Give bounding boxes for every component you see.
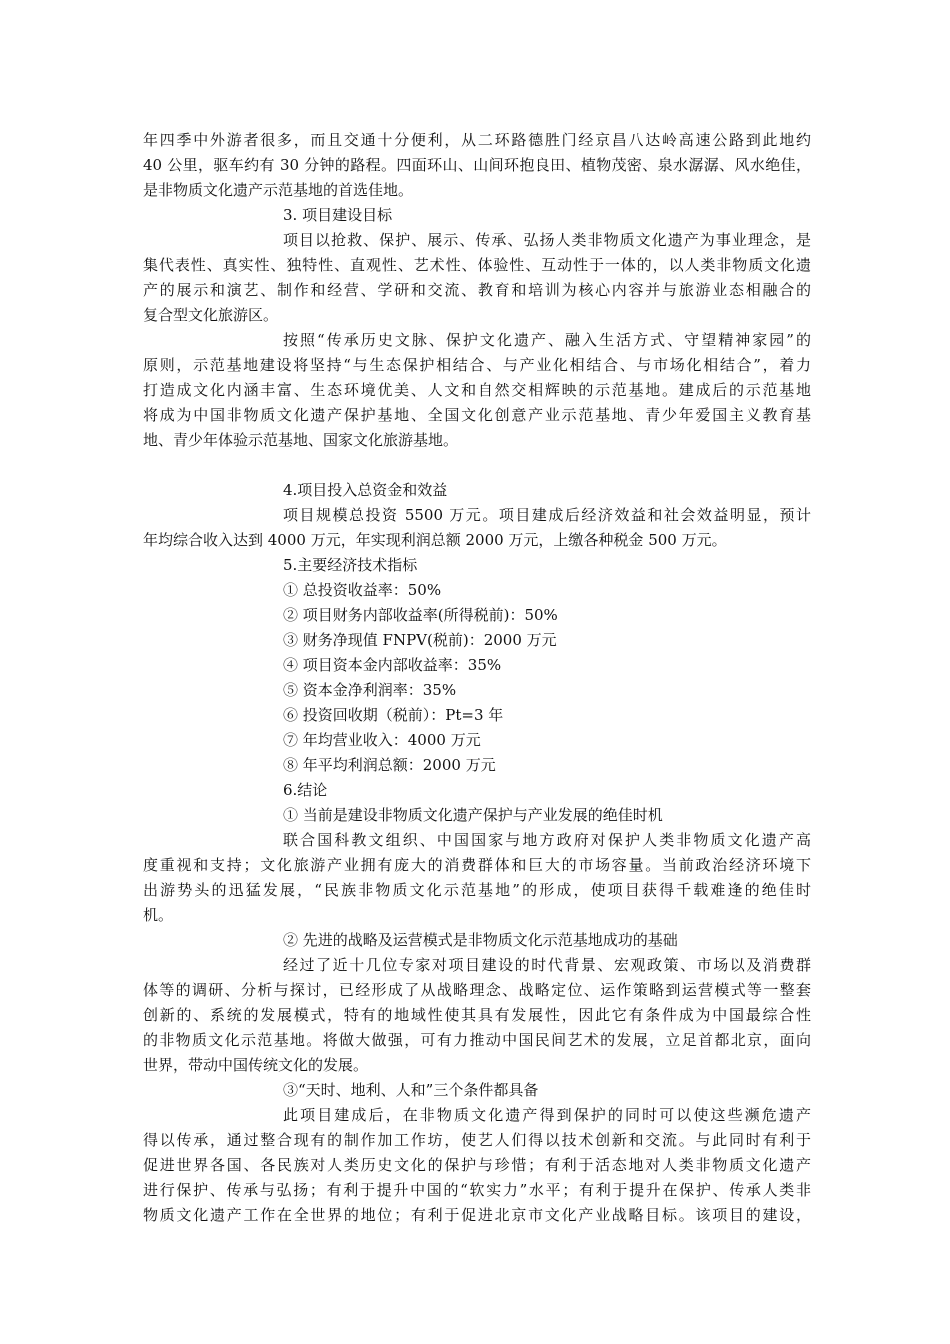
text-line: 5.主要经济技术指标 [283,556,418,574]
text-line: 40 公里，驱车约有 30 分钟的路程。四面环山、山间环抱良田、植物茂密、泉水潺潺、风水绝佳， [143,156,811,174]
text-line: ③“天时、地利、人和”三个条件都具备 [283,1081,539,1099]
text-line: 机。 [143,906,174,924]
blank-line [143,453,811,478]
text-line: 创新的、系统的发展模式，特有的地域性使其具有发展性，因此它有条件成为中国最综合性 [143,1006,811,1024]
text-line: 物质文化遗产工作在全世界的地位；有利于促进北京市文化产业战略目标。该项目的建设， [143,1206,811,1224]
text-line: ③ 财务净现值 FNPV(税前)：2000 万元 [283,631,557,649]
text-line: 将成为中国非物质文化遗产保护基地、全国文化创意产业示范基地、青少年爱国主义教育基 [143,406,811,424]
text-line: ① 当前是建设非物质文化遗产保护与产业发展的绝佳时机 [283,806,663,824]
text-line: 地、青少年体验示范基地、国家文化旅游基地。 [143,431,459,449]
text-line: ⑤ 资本金净利润率：35% [283,681,457,699]
text-line: 项目以抢救、保护、展示、传承、弘扬人类非物质文化遗产为事业理念，是 [283,231,811,249]
text-line: ② 先进的战略及运营模式是非物质文化示范基地成功的基础 [283,931,678,949]
text-line: 得以传承，通过整合现有的制作加工作坊，使艺人们得以技术创新和交流。与此同时有利于 [143,1131,811,1149]
text-line: 体等的调研、分析与探讨，已经形成了从战略理念、战略定位、运作策略到运营模式等一整套 [143,981,811,999]
text-line: ⑥ 投资回收期（税前）：Pt=3 年 [283,706,504,724]
text-line: 复合型文化旅游区。 [143,306,279,324]
text-line: 进行保护、传承与弘扬；有利于提升中国的“软实力”水平；有利于提升在保护、传承人类非 [143,1181,811,1199]
text-line: 打造成文化内涵丰富、生态环境优美、人文和自然交相辉映的示范基地。建成后的示范基地 [143,381,811,399]
text-line: 年均综合收入达到 4000 万元，年实现利润总额 2000 万元，上缴各种税金 500 万元。 [143,531,727,549]
text-line: 4.项目投入总资金和效益 [283,481,448,499]
text-line: 6.结论 [283,781,328,799]
text-line: 集代表性、真实性、独特性、直观性、艺术性、体验性、互动性于一体的，以人类非物质文化遗 [143,256,811,274]
text-line: 出游势头的迅猛发展，“民族非物质文化示范基地”的形成，使项目获得千载难逢的绝佳时 [143,881,811,899]
text-line: 按照“传承历史文脉、保护文化遗产、融入生活方式、守望精神家园”的 [283,331,811,349]
text-line: 联合国科教文组织、中国国家与地方政府对保护人类非物质文化遗产高 [283,831,811,849]
text-line: 原则，示范基地建设将坚持“与生态保护相结合、与产业化相结合、与市场化相结合”，着力 [143,356,811,374]
document-body [143,128,811,1228]
text-line: 世界，带动中国传统文化的发展。 [143,1056,369,1074]
text-line: ⑦ 年均营业收入：4000 万元 [283,731,481,749]
text-line: ⑧ 年平均利润总额：2000 万元 [283,756,496,774]
text-line: ② 项目财务内部收益率(所得税前)：50% [283,606,558,624]
text-line: 项目规模总投资 5500 万元。项目建成后经济效益和社会效益明显，预计 [283,506,811,524]
text-line: 的非物质文化示范基地。将做大做强，可有力推动中国民间艺术的发展，立足首都北京，面向 [143,1031,811,1049]
text-line: 度重视和支持；文化旅游产业拥有庞大的消费群体和巨大的市场容量。当前政治经济环境下 [143,856,811,874]
text-line: ④ 项目资本金内部收益率：35% [283,656,502,674]
text-line: ① 总投资收益率：50% [283,581,442,599]
text-line: 此项目建成后，在非物质文化遗产得到保护的同时可以使这些濒危遗产 [283,1106,811,1124]
text-line: 促进世界各国、各民族对人类历史文化的保护与珍惜；有利于活态地对人类非物质文化遗产 [143,1156,811,1174]
text-line: 是非物质文化遗产示范基地的首选佳地。 [143,181,414,199]
text-line: 3. 项目建设目标 [283,206,393,224]
text-line: 产的展示和演艺、制作和经营、学研和交流、教育和培训为核心内容并与旅游业态相融合的 [143,281,811,299]
text-line: 经过了近十几位专家对项目建设的时代背景、宏观政策、市场以及消费群 [283,956,811,974]
text-line: 年四季中外游者很多，而且交通十分便利，从二环路德胜门经京昌八达岭高速公路到此地约 [143,131,811,149]
